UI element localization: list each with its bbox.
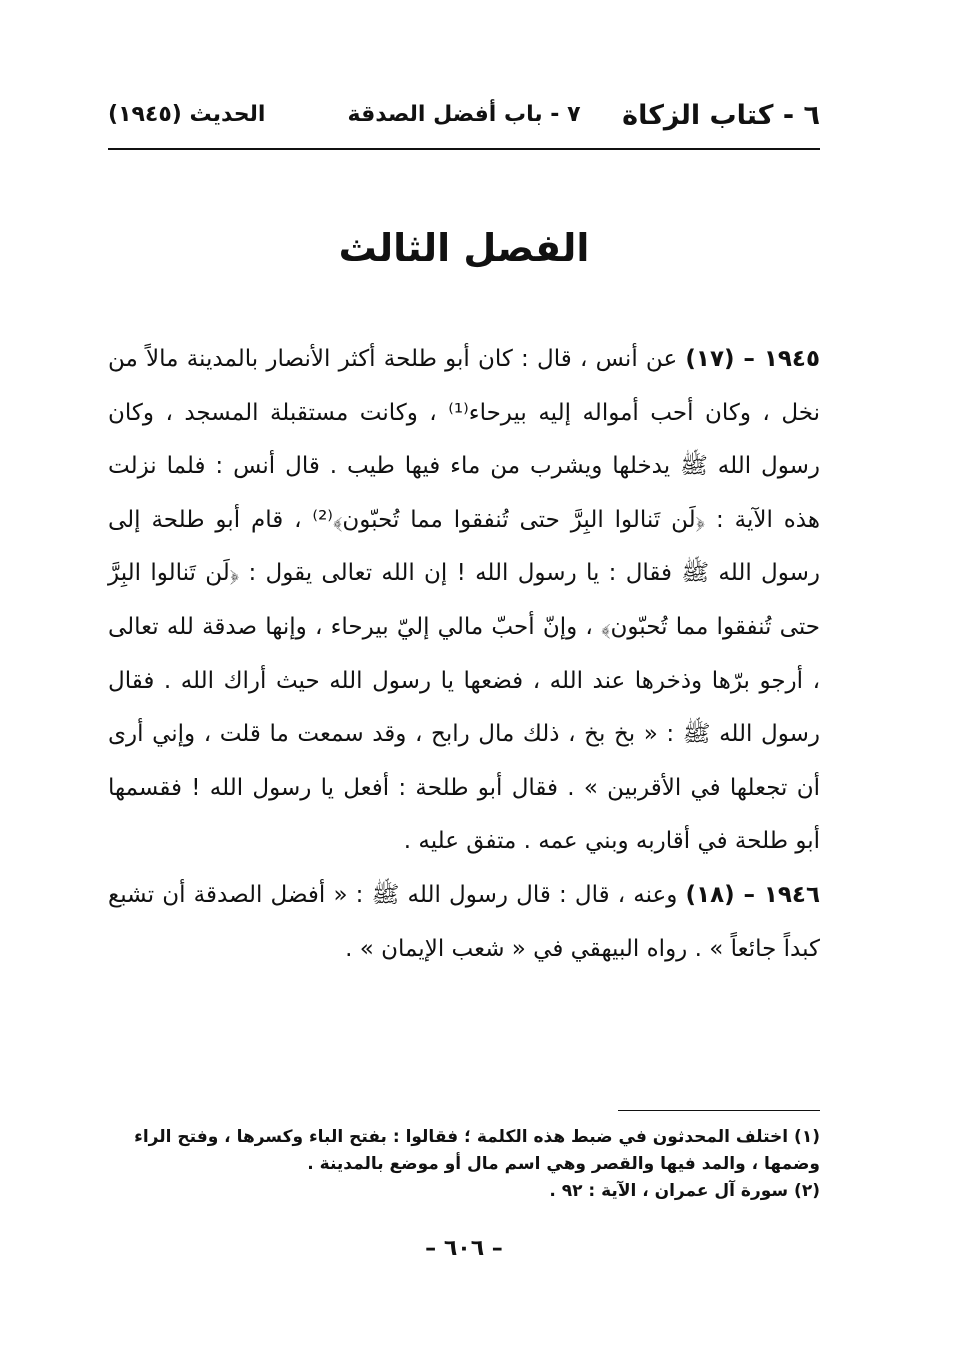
header-rule	[108, 148, 820, 150]
page-number: – ٦٠٦ –	[425, 1236, 503, 1261]
hadith-text: عن أنس ، قال : كان أبو طلحة أكثر الأنصار بالمدينة مالاً من نخل ، وكان أحب أمواله إليه بيرحاء⁽¹⁾ ، وكانت مستقبلة المسجد ، وكان رسول الله ﷺ يدخلها ويشرب من ماء فيها طيب . قال أنس : فلما نزلت هذه الآية : ﴿لَن تَنالوا البِرَّ حتى تُنفقوا مما تُحبّون﴾⁽²⁾ ، قام أبو طلحة إلى رسول الله ﷺ فقال : يا رسول الله ! إن الله تعالى يقول : ﴿لَن تَنالوا البِرَّ حتى تُنفقوا مما تُحبّون﴾ ، وإنّ أحبّ مالي إليّ بيرحاء ، وإنها صدقة لله تعالى ، أرجو برّها وذخرها عند الله ، فضعها يا رسول الله حيث أراك الله . فقال رسول الله ﷺ : « بخ بخ ، ذلك مال رابح ، وقد سمعت ما قلت ، وإني أرى أن تجعلها في الأقربين » . فقال أبو طلحة : أفعل يا رسول الله ! فقسمها أبو طلحة في أقاربه وبني عمه . متفق عليه .	[108, 346, 820, 855]
footnote-1: (١) اختلف المحدثون في ضبط هذه الكلمة ؛ فقالوا : بفتح الباء وكسرها ، وفتح الراء وضمها ، والمد فيها والقصر وهي اسم مال أو موضع بالمدينة .	[134, 1127, 820, 1174]
footnote-rule	[618, 1110, 820, 1111]
hadith-text: وعنه ، قال : قال رسول الله ﷺ : « أفضل الصدقة أن تشبع كبداً جائعاً » . رواه البيهقي في « شعب الإيمان » .	[108, 881, 820, 962]
header-book-title: ٦ - كتاب الزكاة	[622, 100, 820, 131]
running-header	[108, 96, 820, 140]
footnote-2: (٢) سورة آل عمران ، الآية : ٩٢ .	[549, 1181, 820, 1201]
hadith-number: ١٩٤٦ – (١٨)	[685, 881, 820, 908]
hadith-paragraph-1946	[108, 869, 820, 976]
hadith-number: ١٩٤٥ – (١٧)	[685, 346, 820, 372]
header-chapter-title: ٧ - باب أفضل الصدقة	[347, 102, 581, 127]
body-text	[108, 333, 820, 976]
footnotes	[108, 1124, 820, 1205]
hadith-paragraph-1945	[108, 333, 820, 869]
header-hadith-range: الحديث (١٩٤٥)	[108, 102, 266, 127]
section-title: الفصل الثالث	[338, 226, 590, 270]
